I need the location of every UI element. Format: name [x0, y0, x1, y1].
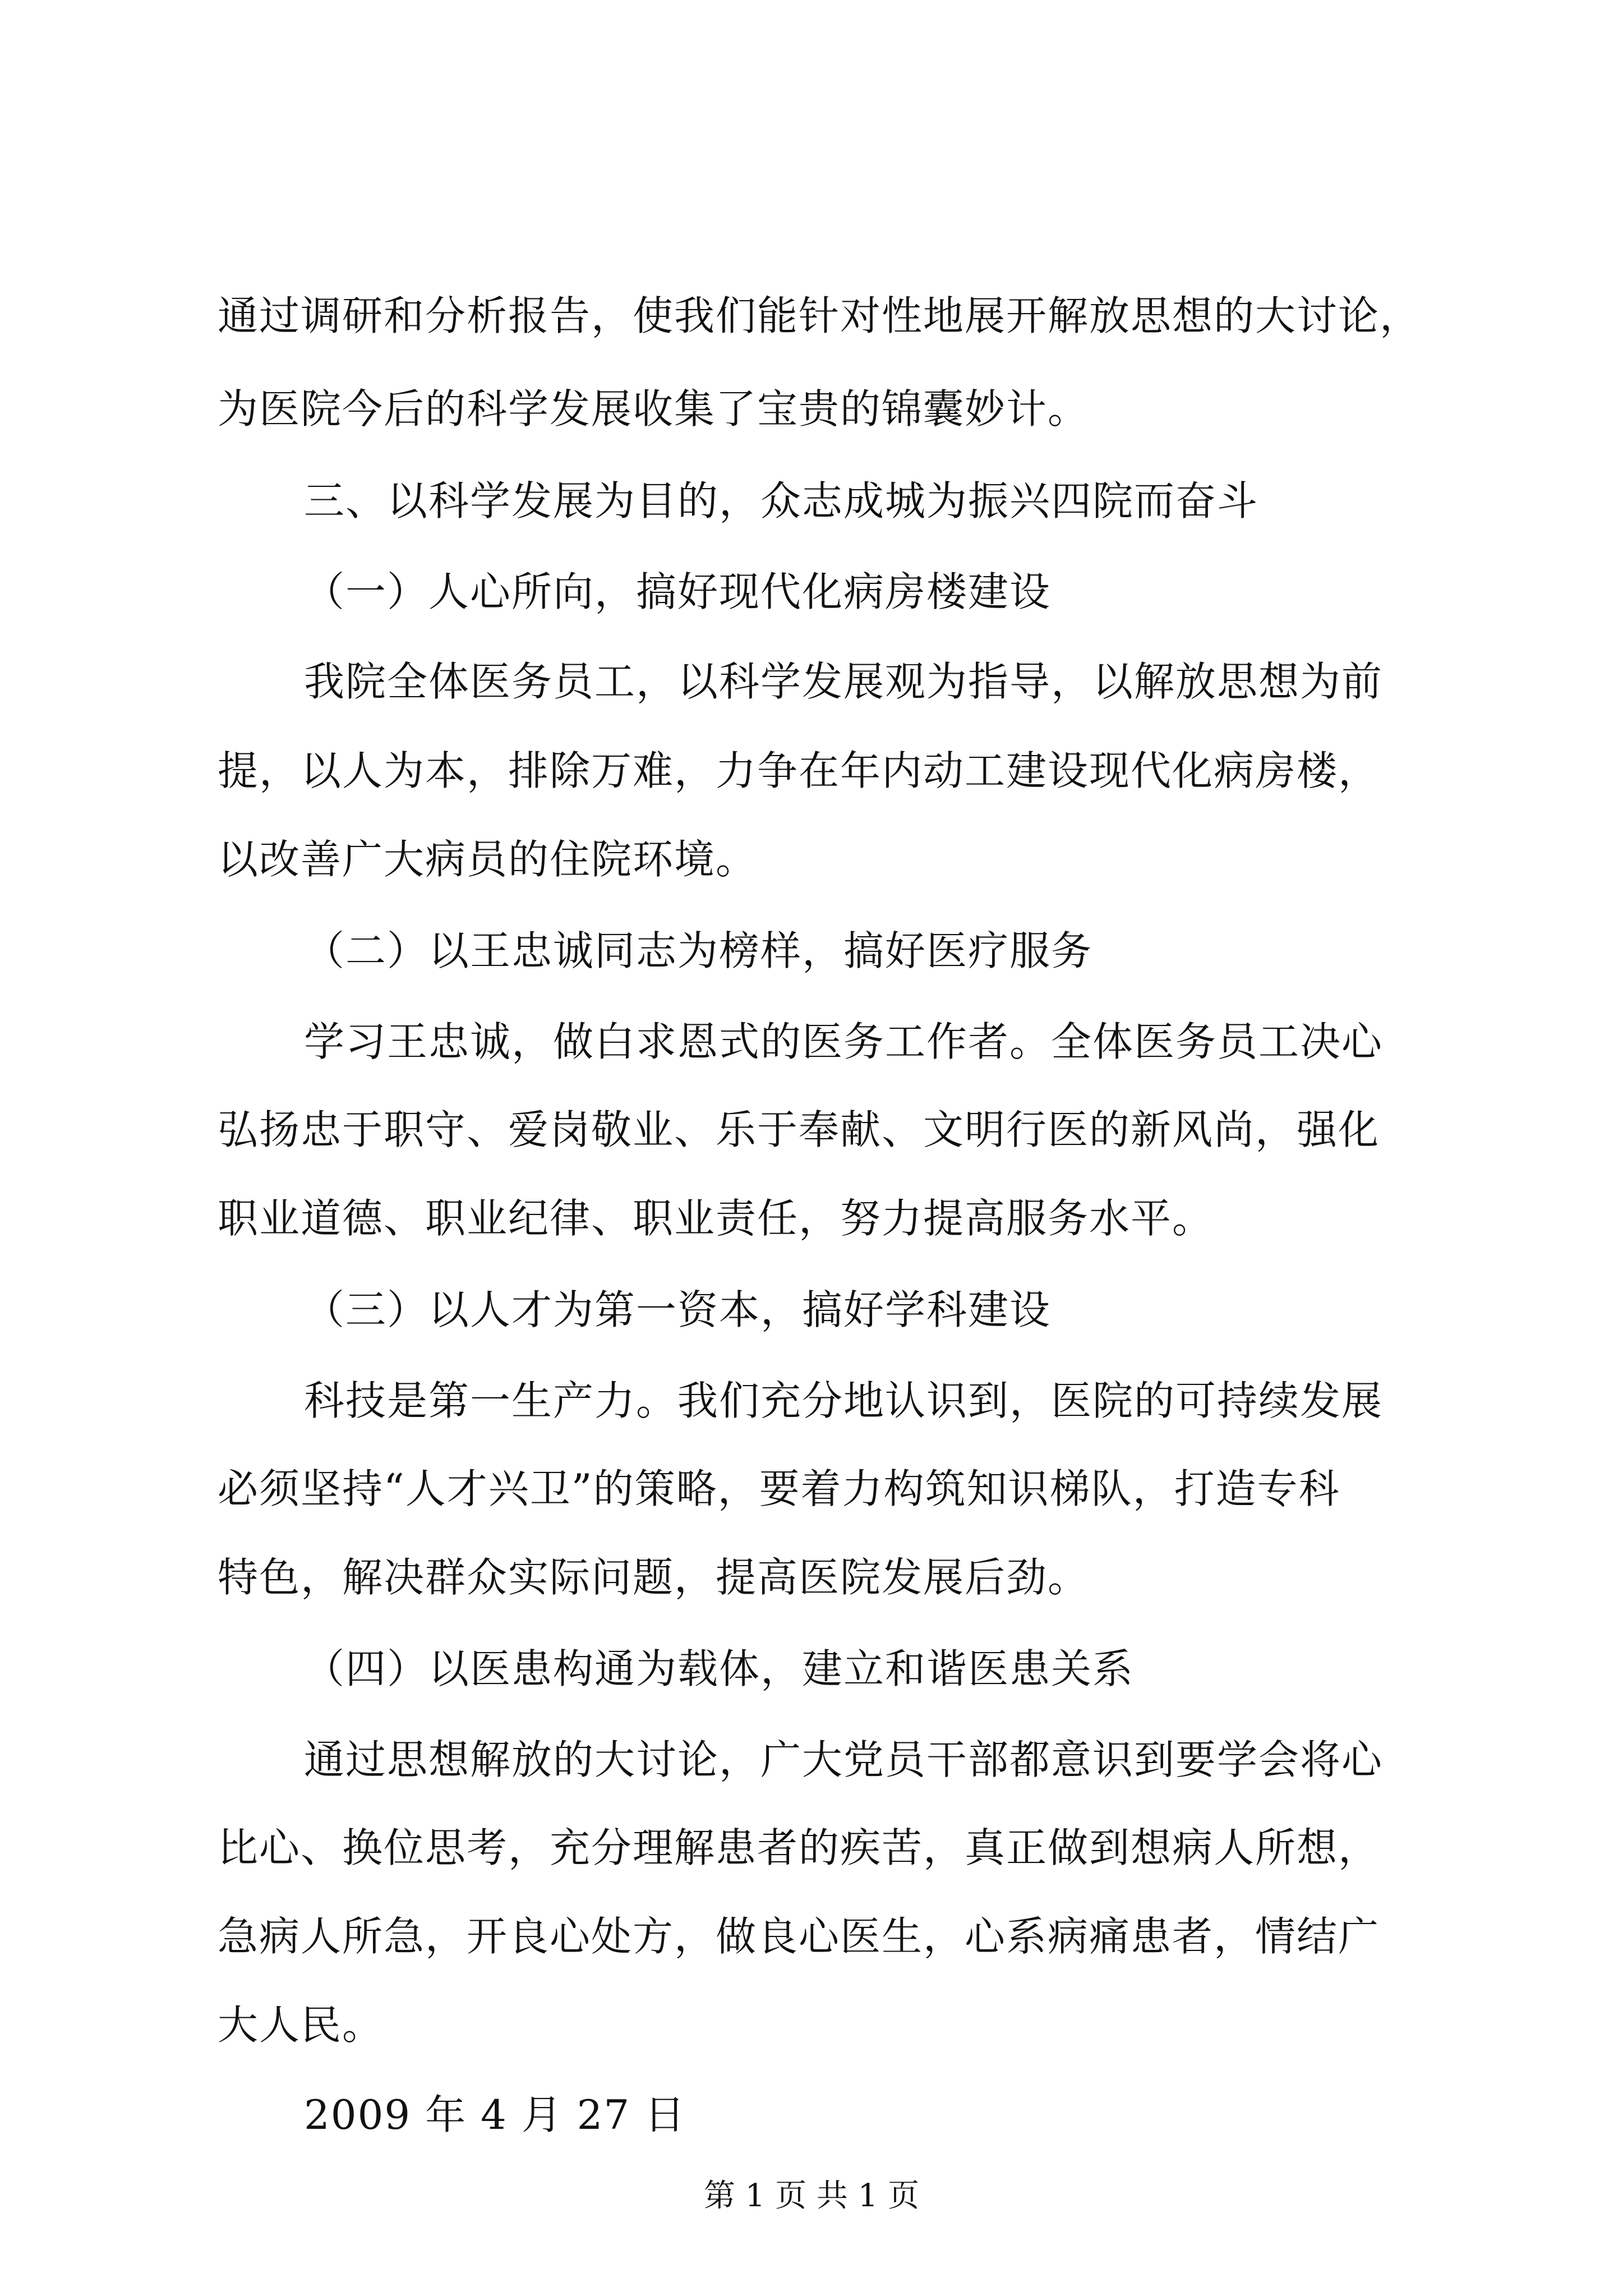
text-line: 我院全体医务员工，以科学发展观为指导，以解放思想为前: [304, 658, 1384, 705]
section-heading: 三、以科学发展为目的，众志成城为振兴四院而奋斗: [304, 477, 1259, 524]
subsection-heading: （三）以人才为第一资本，搞好学科建设: [304, 1286, 1052, 1333]
text-line: 科技是第一生产力。我们充分地认识到，医院的可持续发展: [304, 1377, 1384, 1424]
text-line: 弘扬忠于职守、爱岗敬业、乐于奉献、文明行医的新风尚，强化: [218, 1106, 1380, 1153]
text-line: 通过调研和分析报告，使我们能针对性地展开解放思想的大讨论，: [218, 292, 1422, 339]
text-line: 比心、换位思考，充分理解患者的疾苦，真正做到想病人所想，: [218, 1824, 1380, 1871]
text-line: 急病人所急，开良心处方，做良心医生，心系病痛患者，情结广: [218, 1913, 1380, 1960]
text-line: 必须坚持“人才兴卫”的策略，要着力构筑知识梯队，打造专科: [218, 1465, 1340, 1512]
page-footer: 第 1 页 共 1 页: [703, 2178, 920, 2214]
text-line: 职业道德、职业纪律、职业责任，努力提高服务水平。: [218, 1195, 1214, 1242]
subsection-heading: （四）以医患构通为载体，建立和谐医患关系: [304, 1645, 1135, 1692]
text-line: 通过思想解放的大讨论，广大党员干部都意识到要学会将心: [304, 1736, 1384, 1783]
text-line: 以改善广大病员的住院环境。: [218, 836, 758, 883]
text-line: 提，以人为本，排除万难，力争在年内动工建设现代化病房楼，: [218, 747, 1380, 794]
date-line: 2009 年 4 月 27 日: [304, 2091, 686, 2138]
text-line: 大人民。: [218, 2001, 384, 2049]
text-line: 学习王忠诚，做白求恩式的医务工作者。全体医务员工决心: [304, 1018, 1384, 1065]
subsection-heading: （一）人心所向，搞好现代化病房楼建设: [304, 568, 1052, 615]
subsection-heading: （二）以王忠诚同志为榜样，搞好医疗服务: [304, 927, 1093, 974]
text-line: 特色，解决群众实际问题，提高医院发展后劲。: [218, 1554, 1090, 1601]
text-line: 为医院今后的科学发展收集了宝贵的锦囊妙计。: [218, 385, 1090, 432]
